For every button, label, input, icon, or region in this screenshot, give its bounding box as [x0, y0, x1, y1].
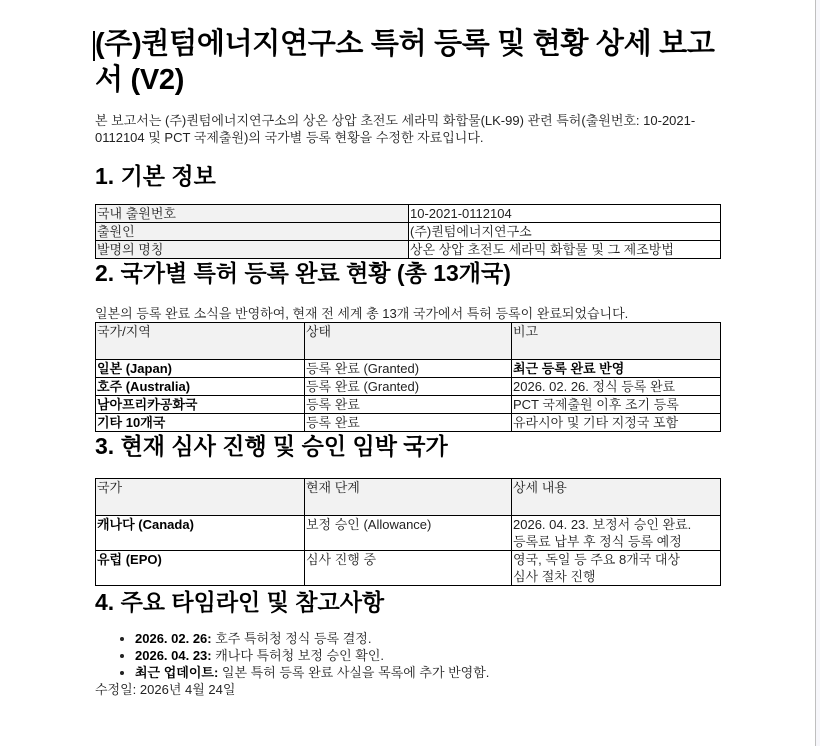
- cell-stage[interactable]: 심사 진행 중: [305, 551, 512, 586]
- document-title[interactable]: (주)퀀텀에너지연구소 특허 등록 및 현황 상세 보고서 (V2): [95, 28, 715, 96]
- table-row: [96, 396, 721, 414]
- table-cell-label[interactable]: 국내 출원번호: [96, 205, 409, 223]
- revised-date[interactable]: 수정일: 2026년 4월 24일: [95, 682, 236, 697]
- list-item[interactable]: • 2026. 04. 23: 캐나다 특허청 보정 승인 확인.: [135, 647, 720, 664]
- cell-country[interactable]: 일본 (Japan): [96, 360, 305, 378]
- header-cell-remark[interactable]: 비고: [512, 323, 721, 360]
- cell-detail[interactable]: [512, 551, 721, 586]
- cell-country[interactable]: 유럽 (EPO): [96, 551, 305, 586]
- section-4-heading[interactable]: 4. 주요 타임라인 및 참고사항: [95, 589, 385, 615]
- table-row: [96, 516, 721, 551]
- table-row: [96, 223, 721, 241]
- section-2-note[interactable]: 일본의 등록 완료 소식을 반영하여, 현재 전 세계 총 13개 국가에서 특허 등록이 완료되었습니다.: [95, 306, 629, 321]
- header-cell-stage[interactable]: 현재 단계: [305, 479, 512, 516]
- pending-countries-table: [95, 478, 721, 586]
- section-2-heading[interactable]: 2. 국가별 특허 등록 완료 현황 (총 13개국): [95, 260, 511, 286]
- table-cell-value[interactable]: 10-2021-0112104: [409, 205, 721, 223]
- cell-remark[interactable]: 최근 등록 완료 반영: [512, 360, 721, 378]
- section-1-heading[interactable]: 1. 기본 정보: [95, 163, 216, 189]
- cell-remark[interactable]: 유라시아 및 기타 지정국 포함: [512, 414, 721, 432]
- table-header-row: [96, 323, 721, 360]
- list-item[interactable]: • 최근 업데이트: 일본 특허 등록 완료 사실을 목록에 추가 반영함.: [135, 664, 720, 681]
- cell-country[interactable]: 호주 (Australia): [96, 378, 305, 396]
- intro-paragraph[interactable]: 본 보고서는 (주)퀀텀에너지연구소의 상온 상압 초전도 세라믹 화합물(LK-99) 관련 특허(출원번호: 10-2021-0112104 및 PCT 국제출원)의 국가별 등록 현황을 수정한 자료입니다.: [95, 113, 696, 145]
- table-row: [96, 205, 721, 223]
- cell-status[interactable]: 등록 완료: [305, 414, 512, 432]
- cell-country[interactable]: 기타 10개국: [96, 414, 305, 432]
- timeline-list: [95, 630, 720, 681]
- table-row: [96, 241, 721, 259]
- detail-line: 2026. 04. 23. 보정서 승인 완료.: [513, 517, 692, 532]
- table-row: [96, 360, 721, 378]
- table-row: [96, 378, 721, 396]
- list-item[interactable]: • 2026. 02. 26: 호주 특허청 정식 등록 결정.: [135, 630, 720, 647]
- header-cell-detail[interactable]: 상세 내용: [512, 479, 721, 516]
- cell-remark[interactable]: 2026. 02. 26. 정식 등록 완료: [512, 378, 721, 396]
- table-cell-label[interactable]: 출원인: [96, 223, 409, 241]
- basic-info-table: [95, 204, 721, 259]
- scrollbar-track[interactable]: [816, 0, 820, 746]
- header-cell-country[interactable]: 국가/지역: [96, 323, 305, 360]
- cell-detail[interactable]: [512, 516, 721, 551]
- header-cell-status[interactable]: 상태: [305, 323, 512, 360]
- table-cell-label[interactable]: 발명의 명칭: [96, 241, 409, 259]
- section-3-heading[interactable]: 3. 현재 심사 진행 및 승인 임박 국가: [95, 433, 448, 459]
- table-cell-value[interactable]: (주)퀀텀에너지연구소: [409, 223, 721, 241]
- cell-stage[interactable]: 보정 승인 (Allowance): [305, 516, 512, 551]
- text-caret: [93, 31, 95, 61]
- table-cell-value[interactable]: 상온 상압 초전도 세라믹 화합물 및 그 제조방법: [409, 241, 721, 259]
- cell-status[interactable]: 등록 완료 (Granted): [305, 360, 512, 378]
- detail-line: 심사 절차 진행: [513, 569, 596, 584]
- cell-country[interactable]: 캐나다 (Canada): [96, 516, 305, 551]
- cell-status[interactable]: 등록 완료: [305, 396, 512, 414]
- cell-status[interactable]: 등록 완료 (Granted): [305, 378, 512, 396]
- cell-country[interactable]: 남아프리카공화국: [96, 396, 305, 414]
- header-cell-country[interactable]: 국가: [96, 479, 305, 516]
- cell-remark[interactable]: PCT 국제출원 이후 조기 등록: [512, 396, 721, 414]
- table-row: [96, 414, 721, 432]
- table-header-row: [96, 479, 721, 516]
- table-row: [96, 551, 721, 586]
- granted-countries-table: [95, 322, 721, 432]
- detail-line: 등록료 납부 후 정식 등록 예정: [513, 534, 682, 549]
- document-page: [95, 26, 720, 698]
- detail-line: 영국, 독일 등 주요 8개국 대상: [513, 552, 681, 567]
